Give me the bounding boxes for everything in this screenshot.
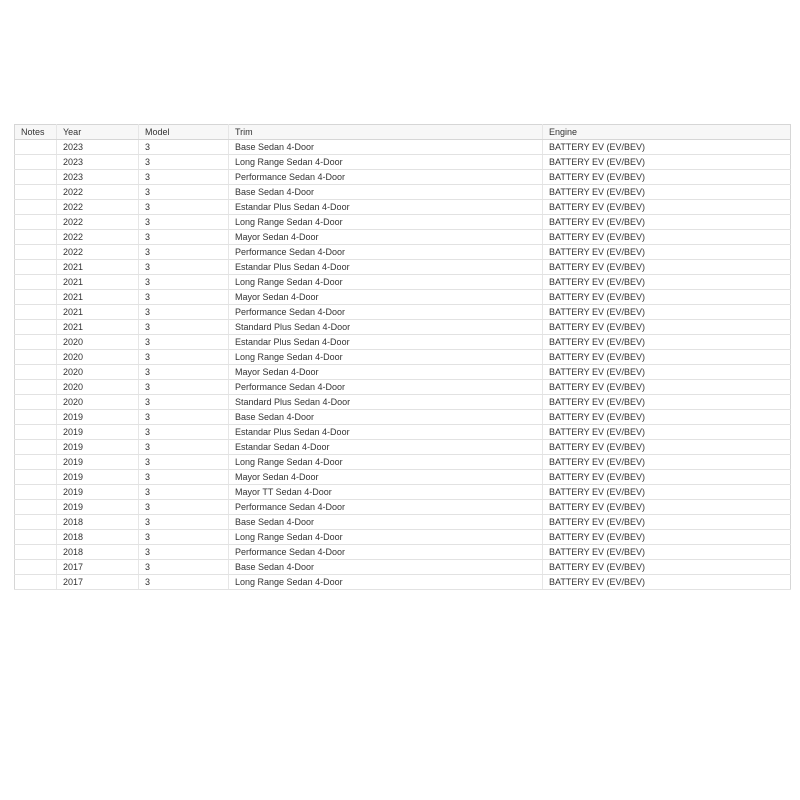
cell-year: 2021: [57, 260, 139, 275]
cell-engine: BATTERY EV (EV/BEV): [543, 155, 791, 170]
table-row: [15, 140, 791, 155]
cell-trim: Estandar Plus Sedan 4-Door: [229, 200, 543, 215]
cell-model: 3: [139, 425, 229, 440]
cell-trim: Performance Sedan 4-Door: [229, 305, 543, 320]
cell-notes: [15, 215, 57, 230]
table-row: [15, 530, 791, 545]
cell-year: 2020: [57, 350, 139, 365]
cell-model: 3: [139, 215, 229, 230]
cell-model: 3: [139, 560, 229, 575]
table-row: [15, 365, 791, 380]
table-row: [15, 440, 791, 455]
cell-notes: [15, 380, 57, 395]
cell-model: 3: [139, 575, 229, 590]
cell-notes: [15, 170, 57, 185]
cell-trim: Base Sedan 4-Door: [229, 410, 543, 425]
table-row: [15, 185, 791, 200]
cell-year: 2017: [57, 560, 139, 575]
cell-engine: BATTERY EV (EV/BEV): [543, 230, 791, 245]
cell-engine: BATTERY EV (EV/BEV): [543, 140, 791, 155]
table-row: [15, 425, 791, 440]
header-model: Model: [139, 125, 229, 140]
cell-notes: [15, 245, 57, 260]
cell-engine: BATTERY EV (EV/BEV): [543, 350, 791, 365]
table-row: [15, 350, 791, 365]
cell-model: 3: [139, 200, 229, 215]
cell-engine: BATTERY EV (EV/BEV): [543, 215, 791, 230]
table-row: [15, 155, 791, 170]
cell-model: 3: [139, 470, 229, 485]
cell-engine: BATTERY EV (EV/BEV): [543, 305, 791, 320]
cell-model: 3: [139, 485, 229, 500]
cell-year: 2023: [57, 140, 139, 155]
cell-model: 3: [139, 380, 229, 395]
cell-notes: [15, 485, 57, 500]
cell-notes: [15, 440, 57, 455]
table-row: [15, 560, 791, 575]
cell-model: 3: [139, 500, 229, 515]
header-year: Year: [57, 125, 139, 140]
cell-year: 2022: [57, 185, 139, 200]
cell-trim: Long Range Sedan 4-Door: [229, 575, 543, 590]
table-row: [15, 515, 791, 530]
table-row: [15, 470, 791, 485]
cell-year: 2021: [57, 275, 139, 290]
cell-year: 2022: [57, 230, 139, 245]
cell-year: 2019: [57, 485, 139, 500]
cell-model: 3: [139, 320, 229, 335]
cell-trim: Performance Sedan 4-Door: [229, 545, 543, 560]
cell-year: 2018: [57, 515, 139, 530]
cell-trim: Mayor Sedan 4-Door: [229, 230, 543, 245]
cell-year: 2023: [57, 170, 139, 185]
table-row: [15, 230, 791, 245]
table-row: [15, 200, 791, 215]
cell-trim: Estandar Sedan 4-Door: [229, 440, 543, 455]
cell-engine: BATTERY EV (EV/BEV): [543, 515, 791, 530]
header-row: [15, 125, 791, 140]
cell-notes: [15, 290, 57, 305]
cell-notes: [15, 395, 57, 410]
cell-notes: [15, 335, 57, 350]
cell-trim: Long Range Sedan 4-Door: [229, 455, 543, 470]
cell-engine: BATTERY EV (EV/BEV): [543, 395, 791, 410]
cell-engine: BATTERY EV (EV/BEV): [543, 560, 791, 575]
cell-model: 3: [139, 260, 229, 275]
cell-year: 2022: [57, 200, 139, 215]
cell-year: 2023: [57, 155, 139, 170]
cell-engine: BATTERY EV (EV/BEV): [543, 260, 791, 275]
cell-model: 3: [139, 545, 229, 560]
cell-year: 2019: [57, 455, 139, 470]
cell-notes: [15, 230, 57, 245]
cell-year: 2019: [57, 425, 139, 440]
header-notes: Notes: [15, 125, 57, 140]
cell-trim: Performance Sedan 4-Door: [229, 245, 543, 260]
table-row: [15, 545, 791, 560]
cell-model: 3: [139, 155, 229, 170]
cell-trim: Long Range Sedan 4-Door: [229, 350, 543, 365]
cell-engine: BATTERY EV (EV/BEV): [543, 290, 791, 305]
cell-engine: BATTERY EV (EV/BEV): [543, 500, 791, 515]
cell-engine: BATTERY EV (EV/BEV): [543, 575, 791, 590]
cell-notes: [15, 140, 57, 155]
header-engine: Engine: [543, 125, 791, 140]
cell-trim: Base Sedan 4-Door: [229, 515, 543, 530]
cell-engine: BATTERY EV (EV/BEV): [543, 380, 791, 395]
cell-model: 3: [139, 410, 229, 425]
cell-trim: Estandar Plus Sedan 4-Door: [229, 260, 543, 275]
cell-engine: BATTERY EV (EV/BEV): [543, 275, 791, 290]
cell-model: 3: [139, 290, 229, 305]
cell-trim: Mayor Sedan 4-Door: [229, 470, 543, 485]
cell-trim: Long Range Sedan 4-Door: [229, 155, 543, 170]
cell-model: 3: [139, 455, 229, 470]
cell-trim: Estandar Plus Sedan 4-Door: [229, 425, 543, 440]
cell-notes: [15, 515, 57, 530]
cell-model: 3: [139, 305, 229, 320]
cell-engine: BATTERY EV (EV/BEV): [543, 530, 791, 545]
cell-engine: BATTERY EV (EV/BEV): [543, 485, 791, 500]
cell-year: 2020: [57, 335, 139, 350]
table-row: [15, 290, 791, 305]
cell-notes: [15, 185, 57, 200]
cell-engine: BATTERY EV (EV/BEV): [543, 335, 791, 350]
cell-model: 3: [139, 350, 229, 365]
cell-model: 3: [139, 440, 229, 455]
cell-year: 2020: [57, 380, 139, 395]
cell-trim: Standard Plus Sedan 4-Door: [229, 320, 543, 335]
cell-year: 2019: [57, 410, 139, 425]
cell-notes: [15, 365, 57, 380]
cell-notes: [15, 350, 57, 365]
table-row: [15, 395, 791, 410]
cell-notes: [15, 500, 57, 515]
cell-year: 2021: [57, 290, 139, 305]
table-row: [15, 245, 791, 260]
cell-engine: BATTERY EV (EV/BEV): [543, 200, 791, 215]
table-row: [15, 170, 791, 185]
cell-engine: BATTERY EV (EV/BEV): [543, 320, 791, 335]
cell-model: 3: [139, 365, 229, 380]
cell-trim: Performance Sedan 4-Door: [229, 170, 543, 185]
cell-year: 2019: [57, 500, 139, 515]
header-trim: Trim: [229, 125, 543, 140]
cell-trim: Performance Sedan 4-Door: [229, 500, 543, 515]
cell-notes: [15, 320, 57, 335]
table-row: [15, 335, 791, 350]
cell-trim: Long Range Sedan 4-Door: [229, 215, 543, 230]
cell-trim: Estandar Plus Sedan 4-Door: [229, 335, 543, 350]
table-row: [15, 380, 791, 395]
table-row: [15, 320, 791, 335]
cell-trim: Performance Sedan 4-Door: [229, 380, 543, 395]
cell-notes: [15, 545, 57, 560]
cell-notes: [15, 455, 57, 470]
cell-trim: Mayor Sedan 4-Door: [229, 290, 543, 305]
cell-trim: Mayor TT Sedan 4-Door: [229, 485, 543, 500]
cell-engine: BATTERY EV (EV/BEV): [543, 170, 791, 185]
cell-model: 3: [139, 395, 229, 410]
cell-engine: BATTERY EV (EV/BEV): [543, 410, 791, 425]
cell-notes: [15, 530, 57, 545]
cell-year: 2017: [57, 575, 139, 590]
cell-year: 2020: [57, 395, 139, 410]
cell-year: 2021: [57, 320, 139, 335]
cell-model: 3: [139, 185, 229, 200]
cell-year: 2018: [57, 530, 139, 545]
cell-trim: Base Sedan 4-Door: [229, 560, 543, 575]
cell-engine: BATTERY EV (EV/BEV): [543, 545, 791, 560]
cell-notes: [15, 575, 57, 590]
cell-year: 2021: [57, 305, 139, 320]
cell-notes: [15, 260, 57, 275]
cell-model: 3: [139, 245, 229, 260]
cell-year: 2022: [57, 245, 139, 260]
table-row: [15, 455, 791, 470]
cell-engine: BATTERY EV (EV/BEV): [543, 365, 791, 380]
cell-model: 3: [139, 275, 229, 290]
table-header: [15, 125, 791, 140]
cell-notes: [15, 305, 57, 320]
cell-model: 3: [139, 170, 229, 185]
table-row: [15, 500, 791, 515]
cell-notes: [15, 275, 57, 290]
cell-engine: BATTERY EV (EV/BEV): [543, 245, 791, 260]
cell-model: 3: [139, 515, 229, 530]
cell-notes: [15, 200, 57, 215]
table-row: [15, 485, 791, 500]
cell-notes: [15, 155, 57, 170]
cell-model: 3: [139, 530, 229, 545]
cell-notes: [15, 425, 57, 440]
cell-trim: Mayor Sedan 4-Door: [229, 365, 543, 380]
cell-year: 2019: [57, 440, 139, 455]
cell-year: 2022: [57, 215, 139, 230]
table-row: [15, 275, 791, 290]
cell-year: 2018: [57, 545, 139, 560]
cell-trim: Long Range Sedan 4-Door: [229, 275, 543, 290]
table-body: [15, 140, 791, 590]
cell-model: 3: [139, 140, 229, 155]
cell-trim: Long Range Sedan 4-Door: [229, 530, 543, 545]
cell-year: 2019: [57, 470, 139, 485]
cell-year: 2020: [57, 365, 139, 380]
cell-notes: [15, 470, 57, 485]
cell-notes: [15, 560, 57, 575]
cell-model: 3: [139, 335, 229, 350]
table-row: [15, 575, 791, 590]
cell-engine: BATTERY EV (EV/BEV): [543, 185, 791, 200]
table-row: [15, 410, 791, 425]
table-row: [15, 260, 791, 275]
cell-engine: BATTERY EV (EV/BEV): [543, 455, 791, 470]
fitment-table: [14, 124, 791, 590]
cell-model: 3: [139, 230, 229, 245]
cell-engine: BATTERY EV (EV/BEV): [543, 470, 791, 485]
cell-trim: Standard Plus Sedan 4-Door: [229, 395, 543, 410]
table-row: [15, 305, 791, 320]
cell-trim: Base Sedan 4-Door: [229, 140, 543, 155]
cell-trim: Base Sedan 4-Door: [229, 185, 543, 200]
cell-engine: BATTERY EV (EV/BEV): [543, 440, 791, 455]
cell-notes: [15, 410, 57, 425]
cell-engine: BATTERY EV (EV/BEV): [543, 425, 791, 440]
table-row: [15, 215, 791, 230]
